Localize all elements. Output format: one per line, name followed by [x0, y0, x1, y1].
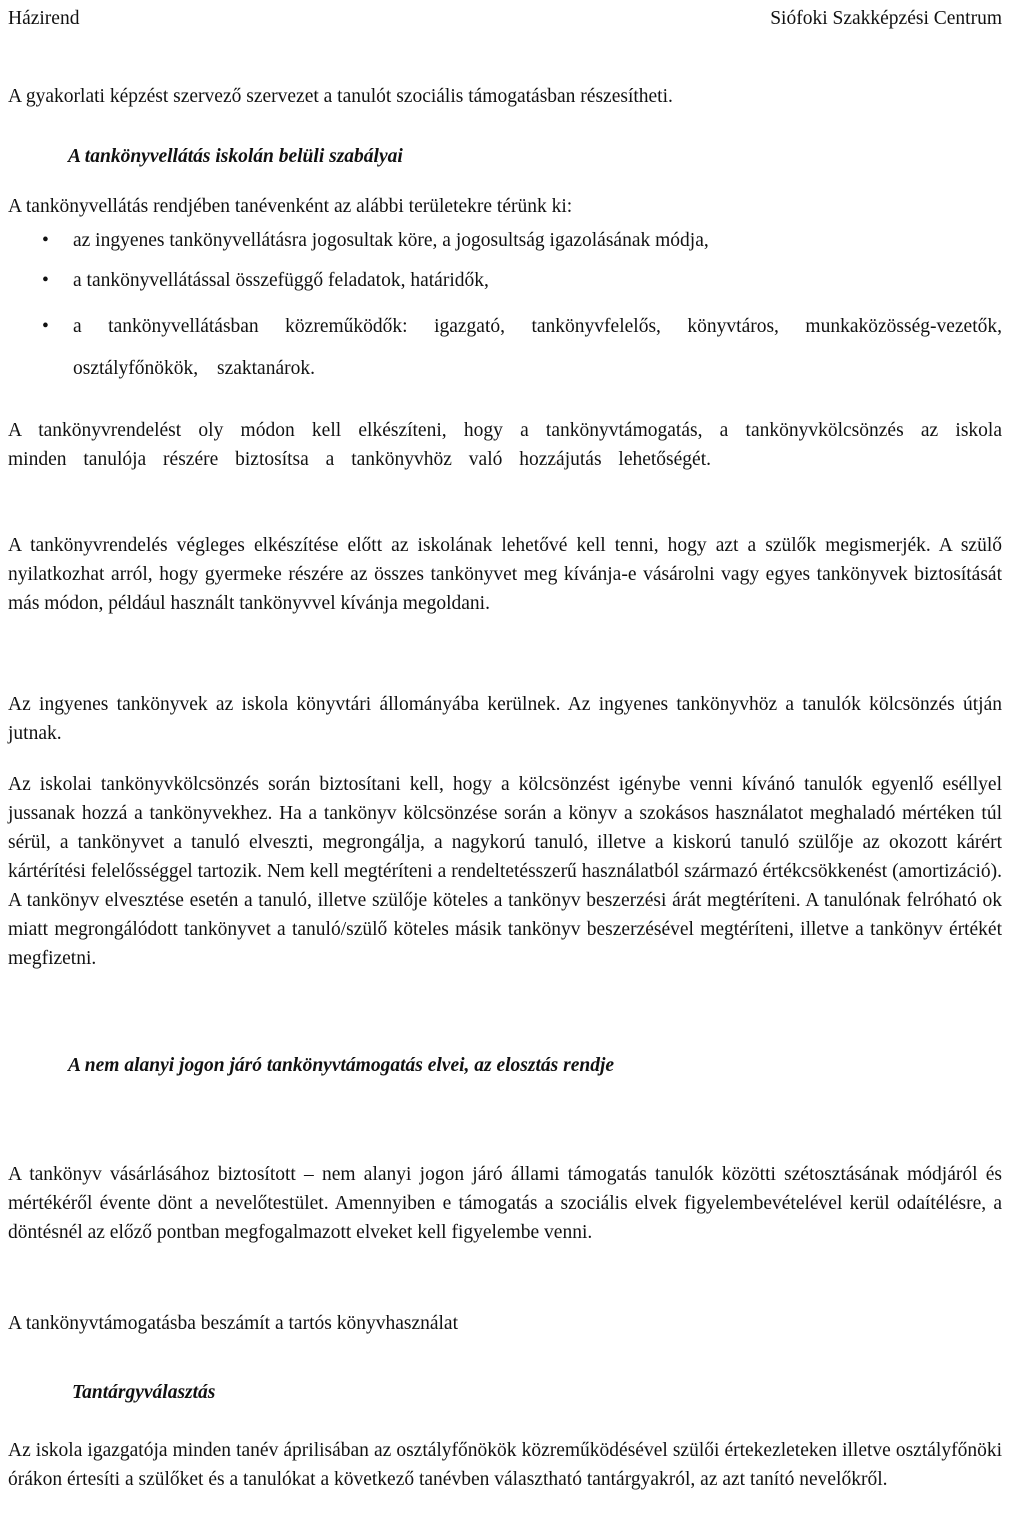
page-header	[8, 4, 1002, 33]
list-item	[8, 226, 1002, 255]
paragraph-parent-review: A tankönyvrendelés végleges elkészítése előtt az iskolának lehetővé kell tenni, hogy azt a szülők megismerjék. A szülő nyilatkozhat arról, hogy gyermeke részére az összes tankönyvet meg kívánja-e vásárolni vagy egyes tankönyvek biztosítását más módon, például használt tankönyvvel kívánja megoldani.	[8, 535, 1002, 614]
bullet-icon: •	[42, 230, 49, 251]
list-item	[8, 306, 1002, 390]
list-item-text: az ingyenes tankönyvellátásra jogosultak köre, a jogosultság igazolásának módja,	[73, 230, 709, 251]
paragraph-free-textbooks: Az ingyenes tankönyvek az iskola könyvtári állományába kerülnek. Az ingyenes tankönyvhöz a tanulók kölcsönzés útján jutnak.	[8, 694, 1002, 744]
list-item-text: a tankönyvellátásban közreműködők: igazgató, tankönyvfelelős, könyvtáros, munkaközösség-vezetők, osztályfőnökök, szaktanárok.	[73, 316, 1002, 379]
paragraph-lending-rules: Az iskolai tankönyvkölcsönzés során biztosítani kell, hogy a kölcsönzést igénybe venni kívánó tanulók egyenlő eséllyel jussanak hozzá a tankönyvekhez. Ha a tankönyv kölcsönzése során a könyv a szokásos használatot meghaladó mértéken túl sérül, a tankönyvet a tanuló elveszti, megrongálja, a nagykorú tanuló, illetve a kiskorú tanuló szülője az okozott kárért kártérítési felelősséggel tartozik. Nem kell megtéríteni a rendeltetésszerű használatból származó értékcsökkenést (amortizáció). A tankönyv elvesztése esetén a tanuló, illetve szülője köteles a tankönyv beszerzési árát megtéríteni. A tanulónak felróható ok miatt megrongálódott tankönyvet a tanuló/szülő köteles másik tankönyv beszerzésével megtéríteni, illetve a tankönyv értékét megfizetni.	[8, 774, 1002, 969]
paragraph-support-distribution: A tankönyv vásárlásához biztosított – nem alanyi jogon járó állami támogatás tanulók közötti szétosztásának módjáról és mértékéről évente dönt a nevelőtestület. Amennyiben e támogatás a szociális elvek figyelembevételével kerül odaítélésre, a döntésnél az előző pontban megfogalmazott elveket kell figyelembe venni.	[8, 1164, 1002, 1243]
paragraph-durable-books: A tankönyvtámogatásba beszámít a tartós könyvhasználat	[8, 1313, 458, 1334]
paragraph-subject-choice: Az iskola igazgatója minden tanév áprilisában az osztályfőnökök közreműködésével szülői értekezleteken illetve osztályfőnöki órákon értesíti a szülőket és a tanulókat a következő tanévben választható tantárgyakról, az azt tanító nevelőkről.	[8, 1440, 1002, 1490]
header-document-title: Házirend	[8, 8, 80, 29]
paragraph-textbook-order: A tankönyvrendelést oly módon kell elkészíteni, hogy a tankönyvtámogatás, a tankönyvkölcsönzés az iskola minden tanulója részére biztosítsa a tankönyvhöz való hozzájutás lehetőségét.	[8, 420, 1002, 470]
header-institution-name: Siófoki Szakképzési Centrum	[770, 8, 1002, 29]
bullet-icon: •	[42, 316, 49, 337]
section-heading-textbook-support: A nem alanyi jogon járó tankönyvtámogatás elvei, az elosztás rendje	[68, 1055, 615, 1076]
list-item-text: a tankönyvellátással összefüggő feladatok, határidők,	[73, 270, 489, 291]
bullet-icon: •	[42, 270, 49, 291]
intro-paragraph: A gyakorlati képzést szervező szervezet a tanulót szociális támogatásban részesítheti.	[8, 86, 673, 107]
list-item	[8, 266, 1002, 295]
section-heading-textbook-rules: A tankönyvellátás iskolán belüli szabályai	[68, 146, 403, 167]
section-heading-subject-choice: Tantárgyválasztás	[72, 1382, 216, 1403]
section1-lead-paragraph: A tankönyvellátás rendjében tanévenként az alábbi területekre térünk ki:	[8, 196, 573, 217]
textbook-topics-list	[8, 226, 1002, 390]
